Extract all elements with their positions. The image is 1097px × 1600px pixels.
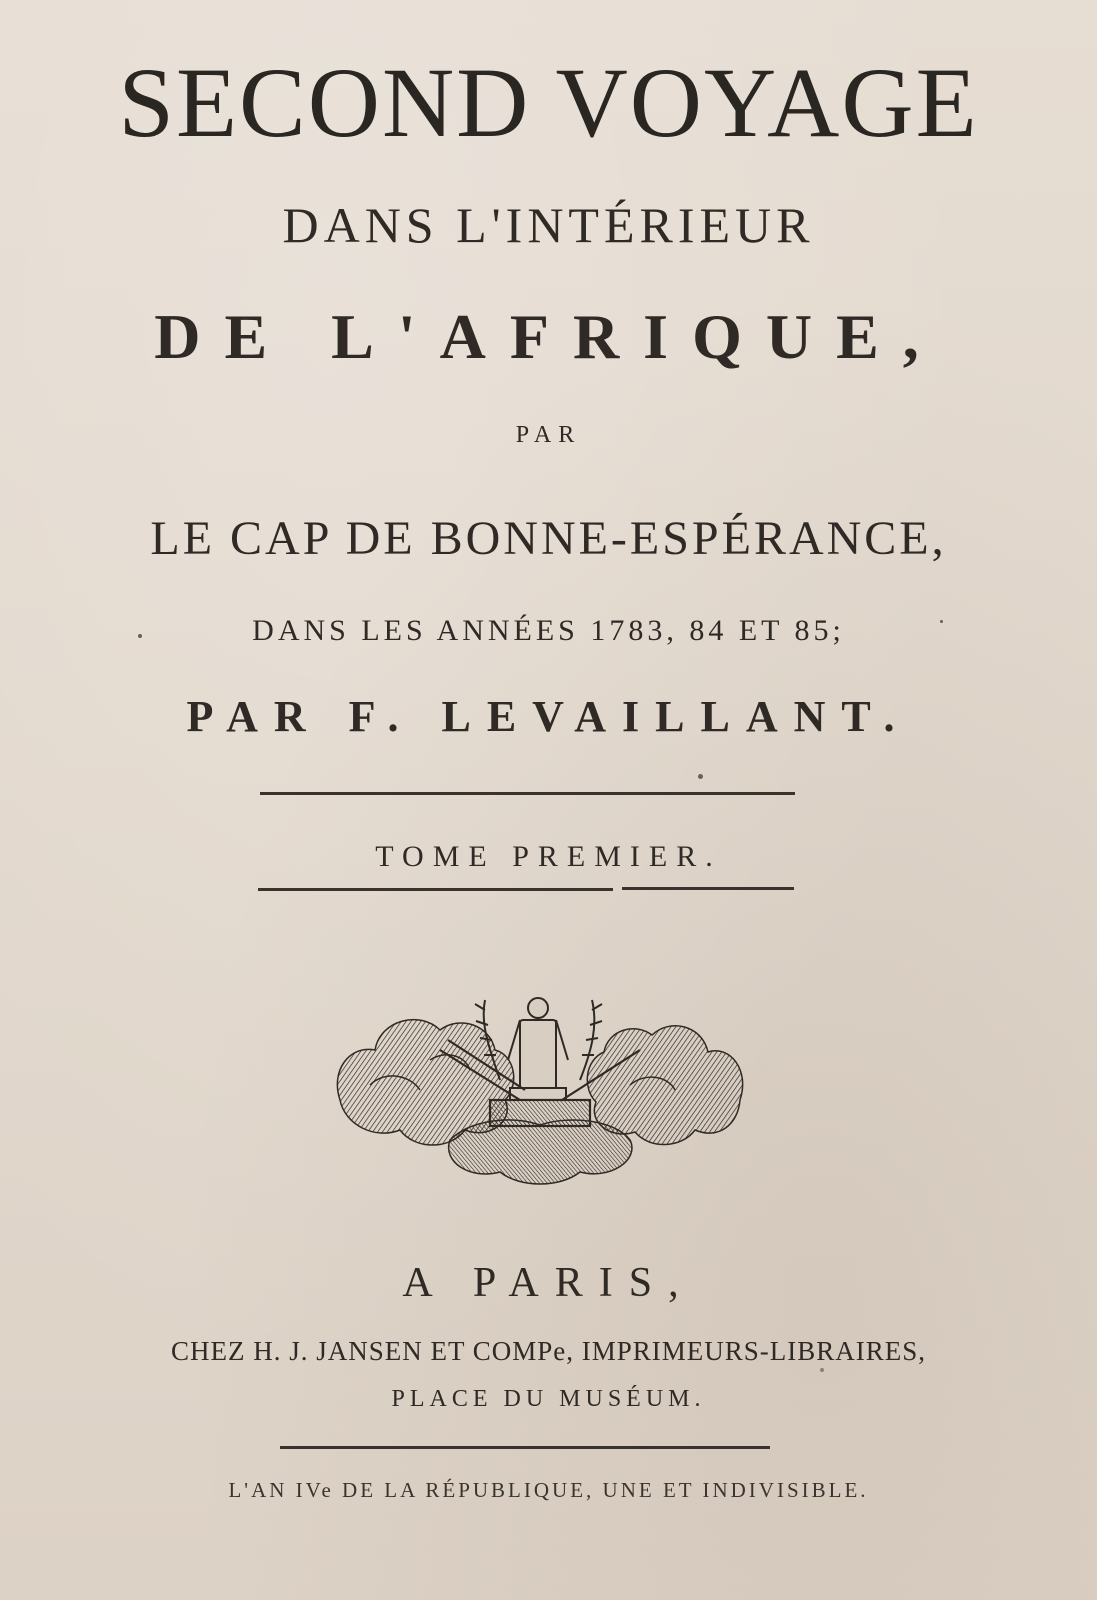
paper-speck [820,1368,824,1372]
cloud-bottom [449,1120,632,1184]
paper-speck [940,620,943,623]
volume-label: TOME PREMIER. [375,840,722,873]
rule-top [260,792,795,795]
rule-bottom-left [258,888,613,891]
subtitle-line-cap: LE CAP DE BONNE-ESPÉRANCE, [150,512,947,565]
main-title: SECOND VOYAGE [118,47,979,158]
rule-bottom-right [622,887,794,890]
imprint-address: PLACE DU MUSÉUM. [391,1386,706,1412]
imprint-publisher: CHEZ H. J. JANSEN ET COMPe, IMPRIMEURS-LIBRAIRES, [170,1336,927,1366]
imprint-date: L'AN IVe DE LA RÉPUBLIQUE, UNE ET INDIVISIBLE. [228,1478,869,1502]
printer-ornament-icon [330,990,750,1190]
imprint-city: A PARIS, [402,1260,695,1306]
rule-imprint [280,1446,770,1449]
subtitle-line-interieur: DANS L'INTÉRIEUR [282,197,815,253]
author-line: PAR F. LEVAILLANT. [186,692,911,741]
paper-speck [698,774,703,779]
subtitle-line-afrique: DE L'AFRIQUE, [154,301,943,372]
subtitle-line-annees: DANS LES ANNÉES 1783, 84 ET 85; [252,614,845,647]
paper-speck [138,634,142,638]
subtitle-line-par: PAR [515,422,582,448]
